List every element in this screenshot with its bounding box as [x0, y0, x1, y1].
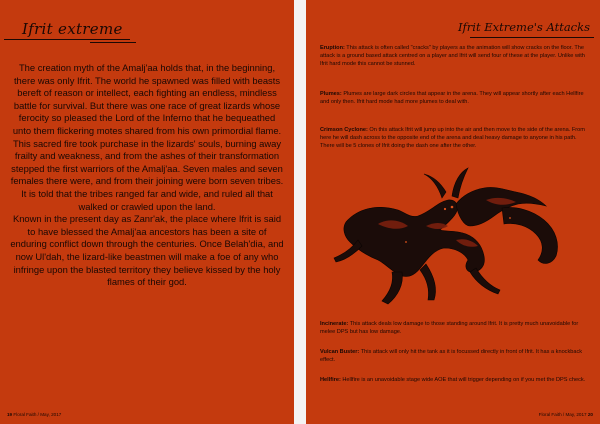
attack-name: Crimson Cyclone: [320, 127, 368, 133]
attack-description: Hellfire is an unavoidable stage wide AOE that will trigger depending on if you met the DPS check. [340, 377, 586, 383]
attack-entry-vulcan-buster [320, 348, 586, 364]
attack-description: On this attack Ifrit will jump up into the air and then move to the side of the arena. From here he will dash across to the opposite end of the arena and deal heavy damage to anyone in his path. There will be 5 clones of Ifrit doing the dash one after the other. [320, 127, 585, 150]
title-underline [470, 37, 594, 38]
page-number: 19 [7, 412, 13, 417]
attack-name: Vulcan Buster: [320, 349, 360, 355]
attack-name: Incinerate: [320, 321, 349, 327]
footer-text: Floral Faith / May, 2017 [538, 412, 587, 417]
page-number: 20 [587, 412, 593, 417]
lore-paragraph: The creation myth of the Amalj'aa holds that, in the beginning, there was only Ifrit. The world he spawned was filled with beasts bereft of reason or intellect, each fighting an endless, mindless battle for survival. But there was one race of great lizards whose ferocity so pleased the Lord of the Inferno that he bequeathed unto them flickering motes shared from his own primordial flame. [12, 62, 282, 136]
page-gutter [294, 0, 306, 424]
title-underline-short [90, 42, 136, 43]
left-page-footer [7, 412, 61, 417]
attack-entry-incinerate [320, 320, 586, 336]
attack-name: Hellfire: [320, 377, 341, 383]
attack-entry-hellfire [320, 376, 586, 384]
lore-paragraph: Known in the present day as Zanr'ak, the place where Ifrit is said to have blessed the Amalj'aa ancestors has been a site of enduring conflict down through the centuries. Once Belah'dia, and now Ul'dah, the lizard-like beastmen will make a foe of any who infringe upon the blasted territory they believe kissed by the holy flames of their god. [10, 213, 284, 288]
attack-entry-crimson-cyclone [320, 126, 586, 151]
right-page-footer [539, 412, 593, 417]
right-page-title: Ifrit Extreme's Attacks [458, 20, 590, 34]
attack-name: Plumes: [320, 91, 342, 97]
attack-entry-eruption [320, 44, 586, 69]
attack-description: This attack is often called "cracks" by players as the animation will show cracks on the floor. The attack is a ground based attack centred on a player and Ifrit will send four of these at the player. Unlike with Ifrit hard mode this cannot be stunned. [320, 45, 585, 68]
attack-name: Eruption: [320, 45, 345, 51]
lore-paragraph: This sacred fire took purchase in the lizards' souls, burning away frailty and weakness, and from the ashes of their transformation stepped the first warriors of the Amalj'aa. Seven males and seven females there were, and from their joining were born seven tribes. It is told that the tribes ranged far and wide, and ruled all that walked or crawled upon the land. [10, 137, 284, 212]
right-page [306, 0, 600, 424]
lore-text [10, 62, 284, 289]
footer-text: Floral Faith / May, 2017 [13, 412, 62, 417]
attack-description: This attack will only hit the tank as it is focussed directly in front of Ifrit. It has a knockback effect. [320, 349, 583, 364]
title-underline [4, 39, 130, 40]
attack-entry-plumes [320, 90, 586, 106]
left-page-title: Ifrit extreme [22, 20, 123, 38]
left-page [0, 0, 294, 424]
ifrit-illustration-icon [306, 160, 600, 310]
attack-description: Plumes are large dark circles that appear in the arena. They will appear shortly after each Hellfire and only then. Ifrit hard mode had more plumes to deal with. [320, 91, 584, 106]
attack-description: This attack deals low damage to those standing around Ifrit. It is pretty much unavoidable for melee DPS but has low damage. [320, 321, 579, 336]
